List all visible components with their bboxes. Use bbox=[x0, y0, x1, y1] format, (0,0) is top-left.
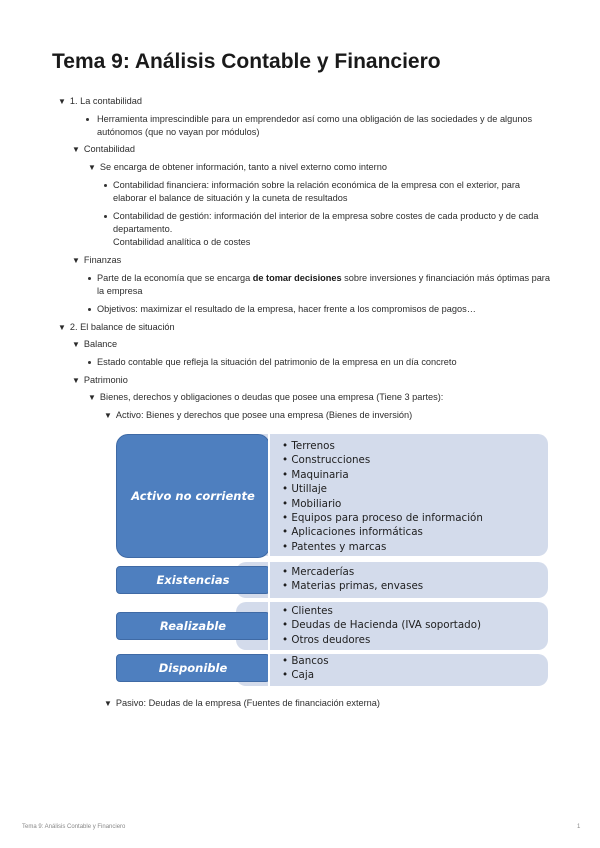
toggle-label: Activo: Bienes y derechos que posee una empresa (Bienes de inversión) bbox=[115, 410, 413, 420]
label-existencias: Existencias bbox=[116, 566, 270, 594]
bullet-icon bbox=[88, 277, 91, 280]
list-activo-no-corriente bbox=[282, 439, 483, 554]
toggle-label: Finanzas bbox=[83, 255, 122, 265]
text-span: Parte de la economía que se encarga bbox=[97, 273, 253, 283]
paragraph: elaborar el balance de situación y la cuneta de resultados bbox=[113, 193, 348, 203]
list-item: • Materias primas, envases bbox=[282, 580, 424, 593]
toggle-triangle-icon[interactable]: ▼ bbox=[72, 256, 80, 265]
paragraph: autónomos (que no vayan por módulos) bbox=[97, 127, 260, 137]
paragraph: la empresa bbox=[97, 286, 143, 296]
footer-title: Tema 9: Análisis Contable y Financiero bbox=[22, 824, 126, 830]
bullet-icon bbox=[104, 215, 107, 218]
toggle-patrimonio[interactable] bbox=[72, 374, 128, 387]
list-item: • Mercaderías bbox=[282, 566, 355, 578]
toggle-section-1[interactable] bbox=[58, 95, 142, 108]
diagram-divider bbox=[268, 434, 270, 688]
list-item: • Bancos bbox=[282, 655, 329, 667]
toggle-balance[interactable] bbox=[72, 338, 117, 351]
toggle-encarga[interactable] bbox=[88, 161, 387, 174]
toggle-triangle-icon[interactable]: ▼ bbox=[88, 393, 96, 402]
bullet-icon bbox=[88, 361, 91, 364]
toggle-triangle-icon[interactable]: ▼ bbox=[72, 376, 80, 385]
list-item: • Patentes y marcas bbox=[282, 540, 387, 553]
toggle-bienes[interactable] bbox=[88, 391, 443, 404]
section-heading: 1. La contabilidad bbox=[69, 96, 142, 106]
list-item: • Construcciones bbox=[282, 454, 371, 467]
list-item: • Utillaje bbox=[282, 483, 328, 496]
list-item: • Mobiliario bbox=[282, 497, 342, 510]
toggle-activo[interactable] bbox=[104, 409, 412, 422]
paragraph: Contabilidad analítica o de costes bbox=[113, 237, 251, 247]
toggle-triangle-icon[interactable]: ▼ bbox=[104, 411, 112, 420]
list-existencias bbox=[282, 565, 423, 594]
toggle-triangle-icon[interactable]: ▼ bbox=[72, 340, 80, 349]
bullet-icon bbox=[88, 308, 91, 311]
list-item: • Deudas de Hacienda (IVA soportado) bbox=[282, 619, 482, 632]
toggle-triangle-icon[interactable]: ▼ bbox=[104, 699, 112, 708]
toggle-triangle-icon[interactable]: ▼ bbox=[58, 97, 66, 106]
label-disponible: Disponible bbox=[116, 654, 270, 682]
paragraph: Objetivos: maximizar el resultado de la empresa, hacer frente a los compromisos de pagos… bbox=[97, 304, 476, 314]
toggle-label: Pasivo: Deudas de la empresa (Fuentes de financiación externa) bbox=[115, 698, 380, 708]
toggle-label: Bienes, derechos y obligaciones o deudas que posee una empresa (Tiene 3 partes): bbox=[99, 392, 444, 402]
text-span: sobre inversiones y financiación más óptimas para bbox=[341, 273, 550, 283]
list-item: • Otros deudores bbox=[282, 633, 371, 646]
paragraph: Herramienta imprescindible para un emprendedor así como una obligación de las sociedades y de algunos bbox=[97, 114, 533, 124]
page-number: 1 bbox=[577, 824, 581, 830]
paragraph bbox=[97, 272, 550, 285]
paragraph: Contabilidad de gestión: información del interior de la empresa sobre costes de cada producto y de cada bbox=[113, 211, 539, 221]
toggle-finanzas[interactable] bbox=[72, 254, 121, 267]
toggle-label: Contabilidad bbox=[83, 144, 136, 154]
page-title: Tema 9: Análisis Contable y Financiero bbox=[52, 50, 441, 73]
toggle-section-2[interactable] bbox=[58, 321, 175, 334]
list-item: • Caja bbox=[282, 669, 315, 682]
toggle-contabilidad[interactable] bbox=[72, 143, 135, 156]
toggle-label: Patrimonio bbox=[83, 375, 128, 385]
balance-diagram bbox=[116, 434, 548, 688]
list-item: • Aplicaciones informáticas bbox=[282, 526, 423, 539]
bullet-icon bbox=[86, 118, 89, 121]
section-heading: 2. El balance de situación bbox=[69, 322, 175, 332]
bullet-icon bbox=[104, 184, 107, 187]
toggle-label: Balance bbox=[83, 339, 118, 349]
paragraph: Contabilidad financiera: información sobre la relación económica de la empresa con el exterior, para bbox=[113, 180, 521, 190]
list-item: • Maquinaria bbox=[282, 468, 349, 481]
toggle-triangle-icon[interactable]: ▼ bbox=[88, 163, 96, 172]
paragraph: departamento. bbox=[113, 224, 173, 234]
list-item: • Equipos para proceso de información bbox=[282, 512, 483, 525]
toggle-triangle-icon[interactable]: ▼ bbox=[72, 145, 80, 154]
list-disponible bbox=[282, 654, 329, 683]
label-realizable: Realizable bbox=[116, 612, 270, 640]
paragraph: Estado contable que refleja la situación del patrimonio de la empresa en un día concreto bbox=[97, 357, 457, 367]
label-activo-no-corriente: Activo no corriente bbox=[116, 434, 270, 558]
toggle-triangle-icon[interactable]: ▼ bbox=[58, 323, 66, 332]
list-realizable bbox=[282, 604, 481, 647]
list-item: • Terrenos bbox=[282, 440, 335, 452]
bold-text: de tomar decisiones bbox=[252, 273, 342, 283]
list-item: • Clientes bbox=[282, 605, 333, 617]
toggle-label: Se encarga de obtener información, tanto a nivel externo como interno bbox=[99, 162, 387, 172]
toggle-pasivo[interactable] bbox=[104, 697, 380, 710]
